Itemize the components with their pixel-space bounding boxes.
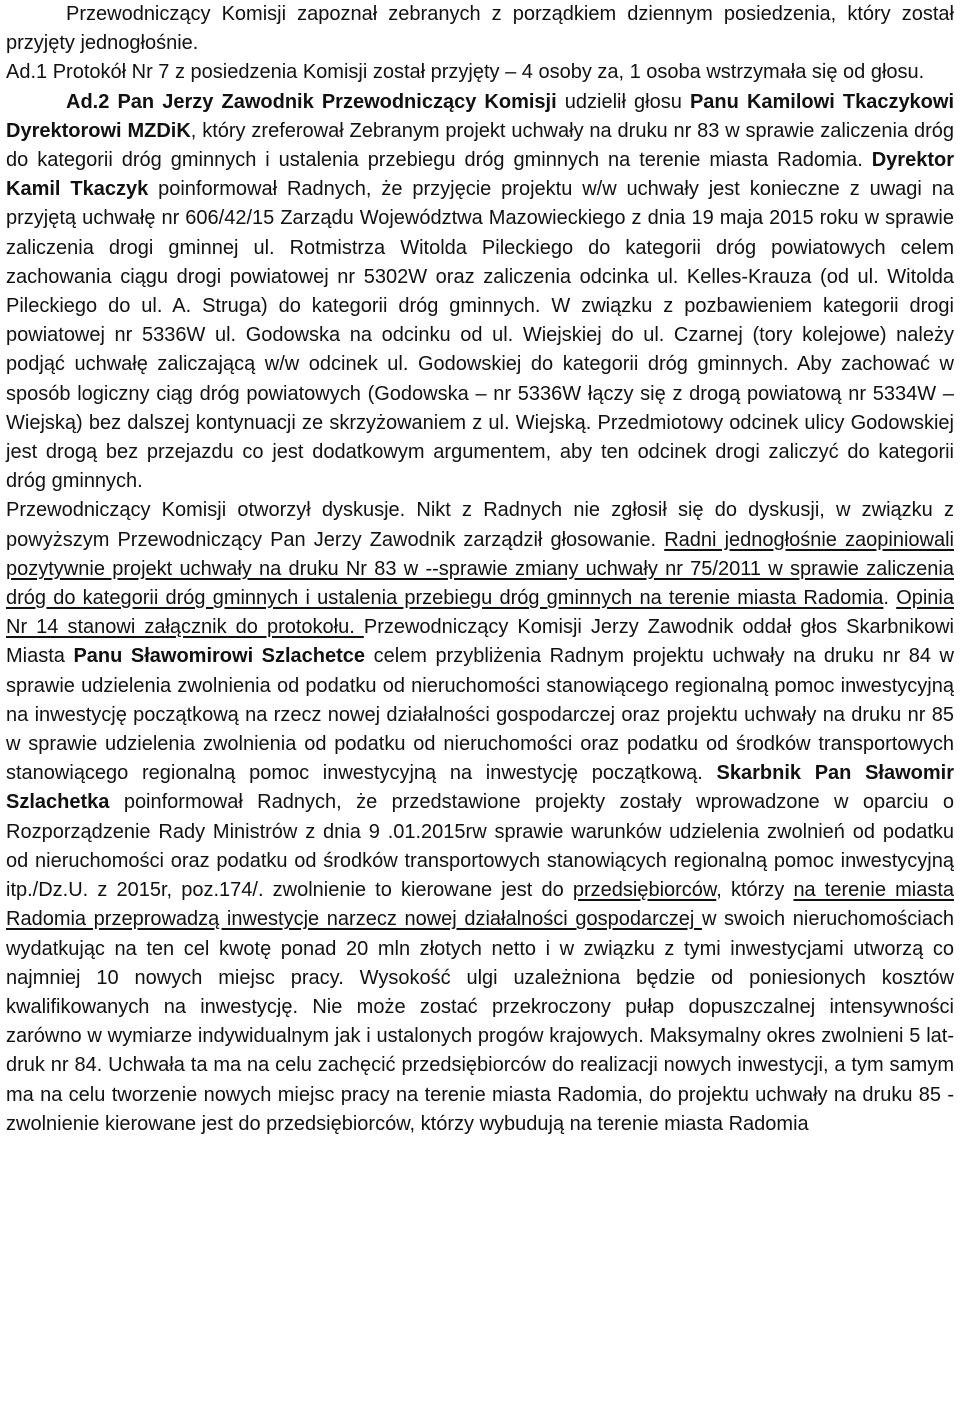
paragraph-3 [6, 88, 954, 497]
text-run: poinformował Radnych, że przyjęcie projektu w/w uchwały jest konieczne z uwagi na przyjętą uchwałę nr 606/42/15 Zarządu Województwa Mazowieckiego z dnia 19 maja 2015 roku w sprawie zaliczenia drogi gminnej ul. Rotmistrza Witolda Pileckiego do kategorii dróg powiatowych celem zachowania ciągu drogi powiatowej nr 5302W oraz zaliczenia odcinka ul. Kelles-Krauza (od ul. Witolda Pileckiego do ul. A. Struga) do kategorii dróg gminnych. W związku z pozbawieniem kategorii drogi powiatowej nr 5336W ul. Godowska na odcinku od ul. Wiejskiej do ul. Czarnej (tory kolejowe) należy podjąć uchwałę zaliczającą w/w odcinek ul. Godowskiej do kategorii dróg gminnych. Aby zachować w sposób logiczny ciąg dróg powiatowych (Godowska – nr 5336W łączy się z drogą powiatową nr 5334W – Wiejską) bez dalszej kontynuacji ze skrzyżowaniem z ul. Wiejską. Przedmiotowy odcinek ulicy Godowskiej jest drogą bez przejazdu co jest dodatkowym argumentem, aby ten odcinek drogi zaliczyć do kategorii dróg gminnych. [6, 178, 954, 493]
text-run: poinformował Radnych, że przedstawione projekty zostały wprowadzone w oparciu o Rozporządzenie Rady Ministrów z dnia 9 .01.2015rw sprawie warunków udzielenia zwolnień od podatku od nieruchomości oraz podatku od środków transportowych stanowiących regionalną pomoc inwestycyjną itp./Dz.U. z 2015r, poz.174/. zwolnienie to kierowane jest do [6, 791, 954, 902]
bold-text: Skarbnik Pan Sławomir Szlachetka [6, 762, 954, 814]
underlined-text: Opinia Nr 14 stanowi załącznik do protokołu. [6, 587, 954, 639]
text-run: udzielił głosu [556, 90, 690, 113]
paragraph-4 [6, 496, 954, 1138]
underlined-text: przedsiębiorców [572, 879, 717, 902]
bold-text: Dyrektor Kamil Tkaczyk [6, 149, 954, 201]
text-run: Przewodniczący Komisji otworzył dyskusje. Nikt z Radnych nie zgłosił się do dyskusji, w związku z powyższym Przewodniczący Pan Jerzy Zawodnik zarządził głosowanie. [6, 499, 954, 551]
text-run: , którzy [716, 879, 794, 902]
bold-text: Panu Sławomirowi Szlachetce [73, 645, 366, 668]
bold-text: Panu Kamilowi Tkaczykowi Dyrektorowi MZDiK [6, 90, 955, 142]
text-run: Ad.1 Protokół Nr 7 z posiedzenia Komisji został przyjęty – 4 osoby za, 1 osoba wstrzymała się od głosu. [6, 61, 925, 84]
text-run: Przewodniczący Komisji zapoznał zebranych z porządkiem dziennym posiedzenia, który został przyjęty jednogłośnie. [6, 3, 954, 55]
text-run: , który zreferował Zebranym projekt uchwały na druku nr 83 w sprawie zaliczenia dróg do kategorii dróg gminnych i ustalenia przebiegu dróg gminnych na terenie miasta Radomia. [6, 119, 955, 172]
text-run: celem przybliżenia Radnym projektu uchwały na druku nr 84 w sprawie udzielenia zwolnienia od podatku od nieruchomości stanowiącego regionalną pomoc inwestycyjną na inwestycję początkową na rzecz nowej działalności gospodarczej oraz projektu uchwały na druku nr 85 w sprawie udzielenia zwolnienia od podatku od nieruchomości oraz podatku od środków transportowych stanowiącego regionalną pomoc inwestycyjną na inwestycję początkową. [6, 645, 954, 785]
underlined-text: na terenie miasta Radomia przeprowadzą inwestycje narzecz nowej działalności gospodarczej [6, 879, 954, 931]
paragraph-2 [6, 58, 954, 87]
text-run: w swoich nieruchomościach wydatkując na ten cel kwotę ponad 20 mln złotych netto i w związku z tymi inwestycjami utworzą co najmniej 10 nowych miejsc pracy. Wysokość ulgi uzależniona będzie od poniesionych kosztów kwalifikowanych na inwestycję. Nie może zostać przekroczony pułap dopuszczalnej intensywności zarówno w wymiarze indywidualnym jak i ustalonych progów krajowych. Maksymalny okres zwolnieni 5 lat- druk nr 84. Uchwała ta ma na celu zachęcić przedsiębiorców do realizacji nowych inwestycji, a tym samym ma na celu tworzenie nowych miejsc pracy na terenie miasta Radomia, do projektu uchwały na druku 85 - zwolnienie kierowane jest do przedsiębiorców, którzy wybudują na terenie miasta Radomia [6, 908, 954, 1135]
paragraph-1 [6, 0, 954, 58]
text-run: . [883, 587, 897, 610]
bold-text: Ad.2 Pan Jerzy Zawodnik Przewodniczący Komisji [66, 90, 557, 113]
text-run: Przewodniczący Komisji Jerzy Zawodnik oddał głos Skarbnikowi Miasta [6, 616, 954, 668]
underlined-text: Radni jednogłośnie zaopiniowali pozytywnie projekt uchwały na druku Nr 83 w --sprawie zmiany uchwały nr 75/2011 w sprawie zaliczenia dróg do kategorii dróg gminnych i ustalenia przebiegu dróg gminnych na terenie miasta Radomia [6, 528, 954, 610]
